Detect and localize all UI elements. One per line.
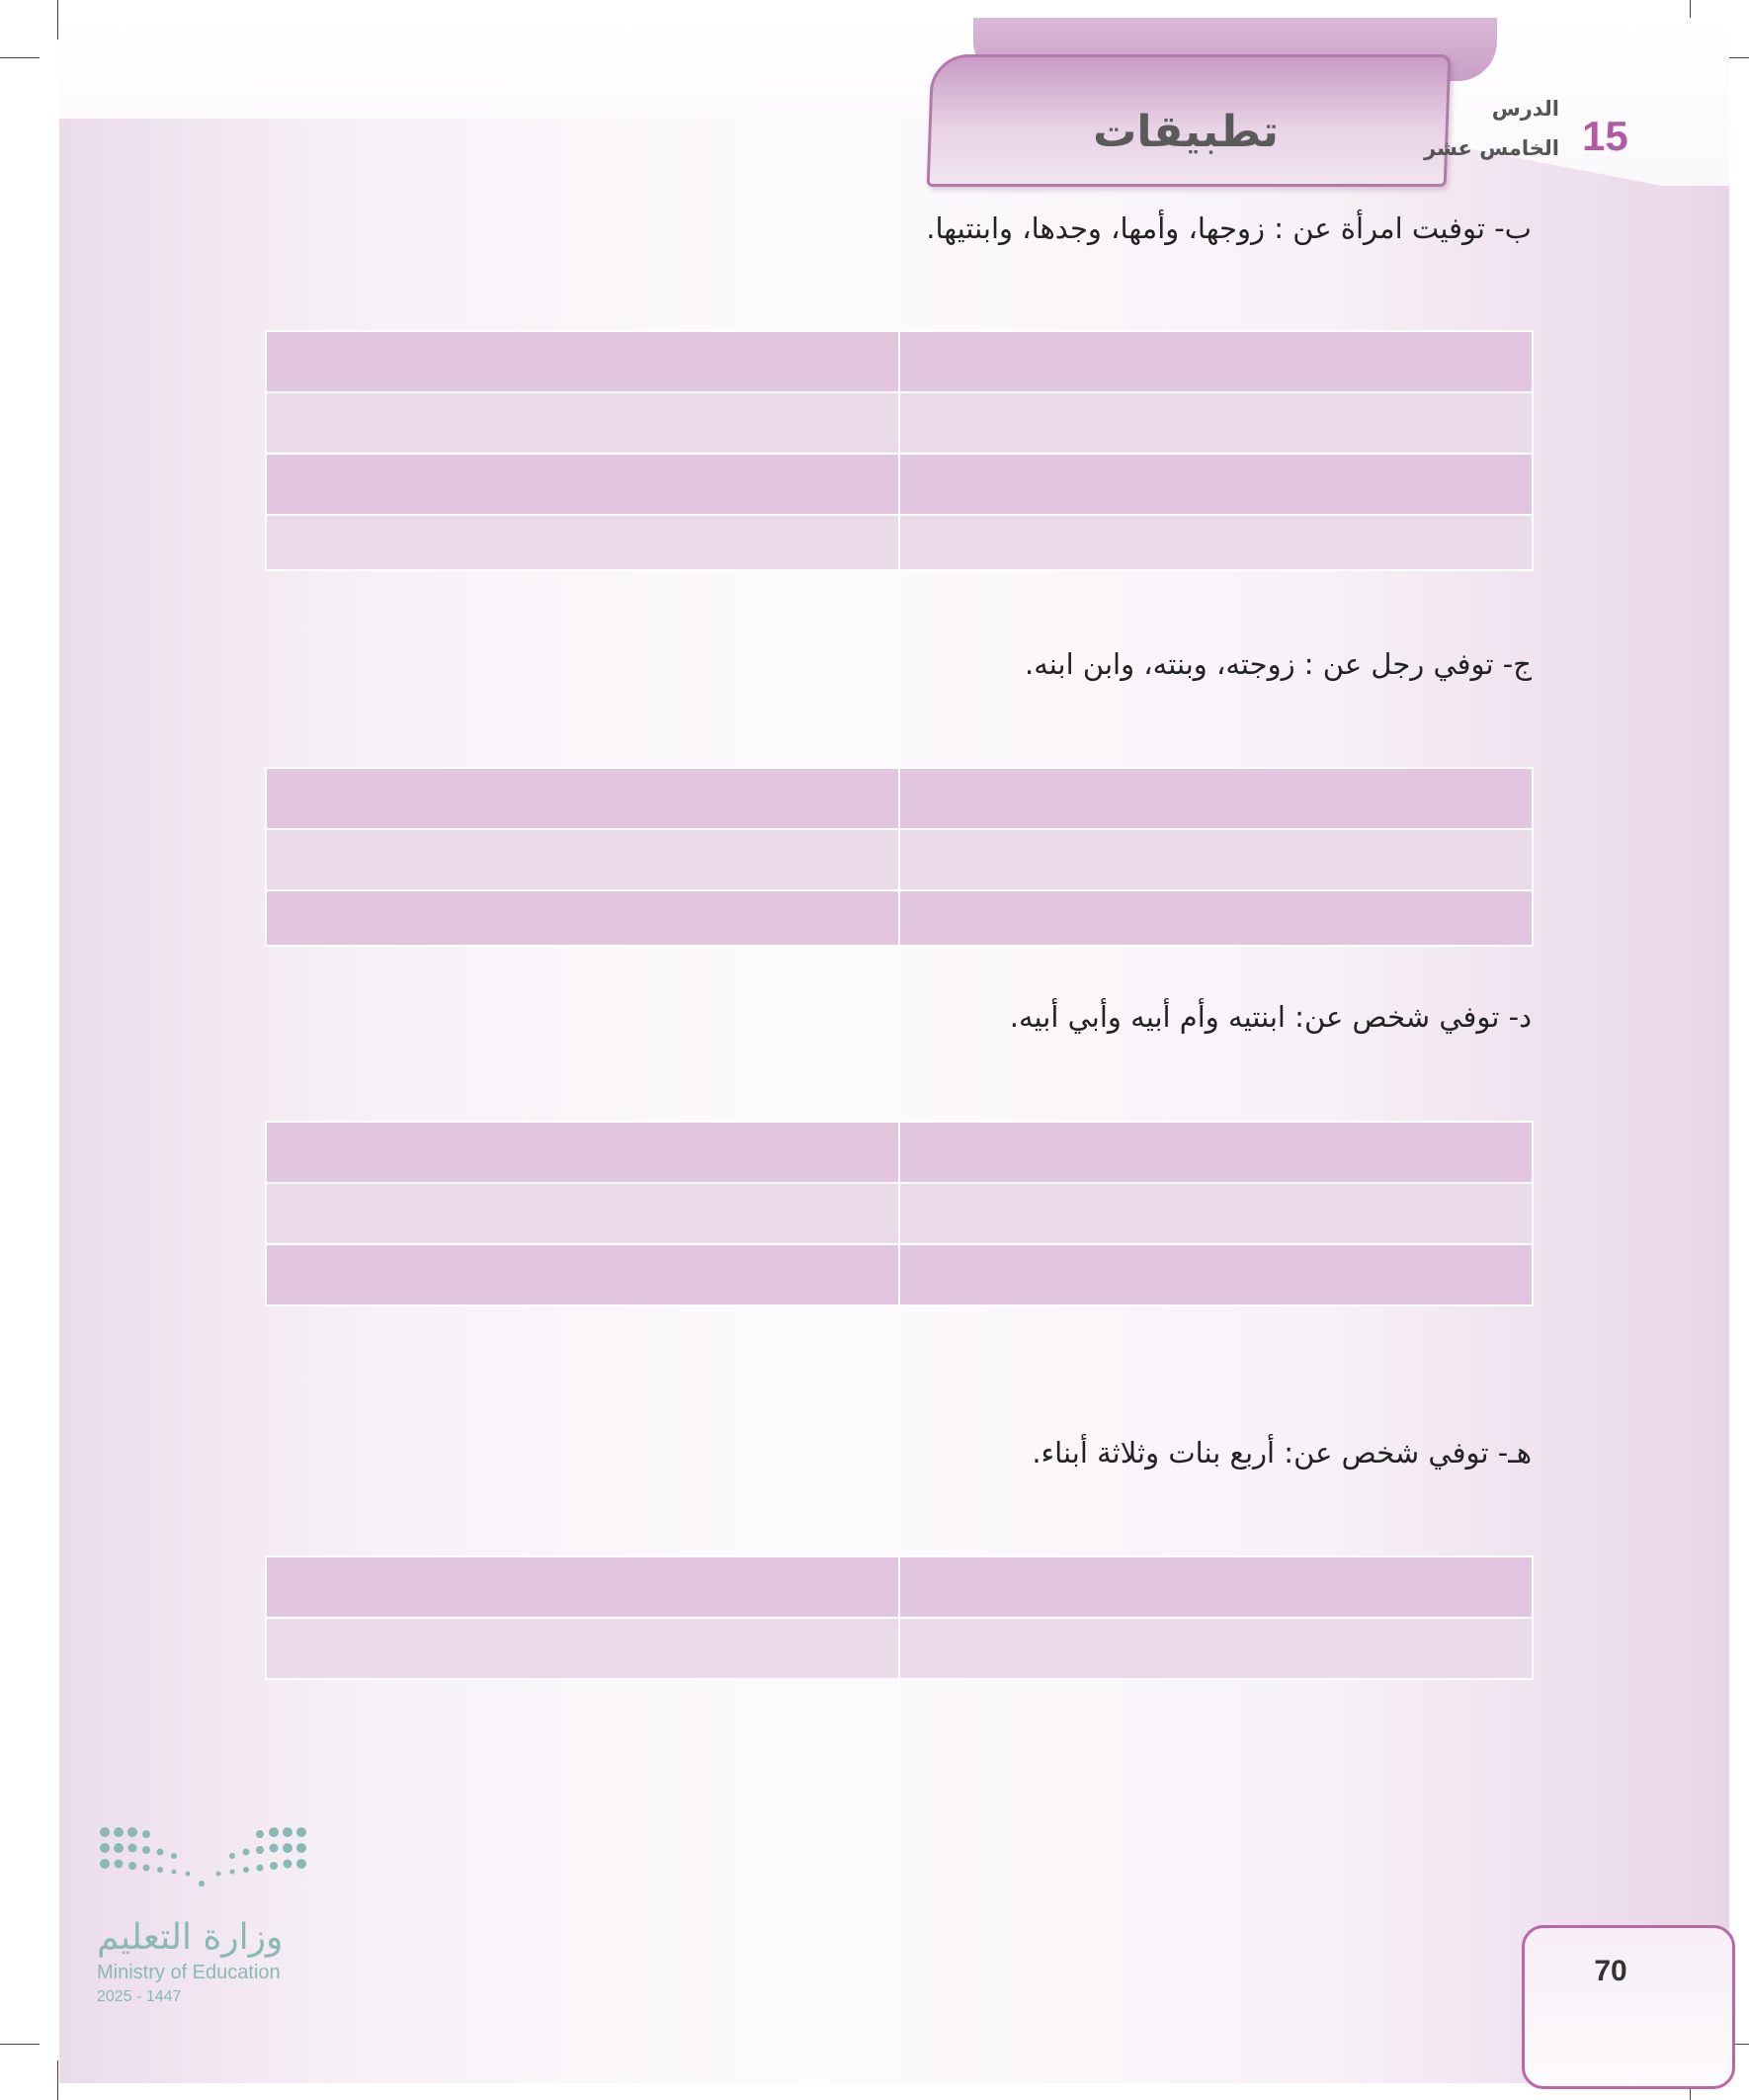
table-row bbox=[266, 515, 1533, 570]
table-cell[interactable] bbox=[899, 768, 1533, 829]
question-e: هـ- توفي شخص عن: أربع بنات وثلاثة أبناء. bbox=[1032, 1436, 1532, 1470]
table-row bbox=[266, 1244, 1533, 1305]
table-cell[interactable] bbox=[266, 1618, 899, 1679]
table-row bbox=[266, 1122, 1533, 1183]
table-cell[interactable] bbox=[266, 1183, 899, 1244]
table-cell[interactable] bbox=[266, 331, 899, 392]
lesson-number: 15 bbox=[1582, 113, 1628, 159]
table-row bbox=[266, 890, 1533, 946]
table-cell[interactable] bbox=[266, 890, 899, 946]
table-row bbox=[266, 331, 1533, 392]
crop-mark bbox=[0, 57, 40, 58]
table-cell[interactable] bbox=[266, 454, 899, 515]
table-row bbox=[266, 392, 1533, 454]
table-cell[interactable] bbox=[266, 1244, 899, 1305]
ministry-name-english: Ministry of Education bbox=[97, 1962, 281, 1983]
table-row bbox=[266, 1618, 1533, 1679]
question-c: ج- توفي رجل عن : زوجته، وبنته، وابن ابنه. bbox=[1025, 647, 1532, 681]
table-cell[interactable] bbox=[899, 1556, 1533, 1618]
table-cell[interactable] bbox=[899, 829, 1533, 890]
ministry-name-arabic: وزارة التعليم bbox=[97, 1917, 284, 1958]
table-row bbox=[266, 1183, 1533, 1244]
table-cell[interactable] bbox=[899, 1618, 1533, 1679]
crop-mark bbox=[0, 2044, 40, 2045]
table-cell[interactable] bbox=[899, 1122, 1533, 1183]
table-cell[interactable] bbox=[266, 392, 899, 454]
table-cell[interactable] bbox=[266, 829, 899, 890]
table-cell[interactable] bbox=[899, 331, 1533, 392]
table-cell[interactable] bbox=[266, 515, 899, 570]
table-cell[interactable] bbox=[266, 1556, 899, 1618]
page-number: 70 bbox=[1594, 1955, 1627, 1987]
page-background bbox=[59, 18, 1729, 2083]
answer-table-b bbox=[265, 330, 1534, 571]
table-cell[interactable] bbox=[899, 515, 1533, 570]
page-number-box bbox=[1522, 1925, 1735, 2089]
table-cell[interactable] bbox=[899, 1183, 1533, 1244]
table-row bbox=[266, 454, 1533, 515]
lesson-label: الدرس bbox=[1491, 97, 1559, 121]
question-b: ب- توفيت امرأة عن : زوجها، وأمها، وجدها، وابنتيها. bbox=[926, 211, 1532, 245]
edition-year: 2025 - 1447 bbox=[97, 1988, 182, 2005]
answer-table-c bbox=[265, 767, 1534, 947]
table-cell[interactable] bbox=[899, 1244, 1533, 1305]
table-cell[interactable] bbox=[266, 1122, 899, 1183]
table-cell[interactable] bbox=[266, 768, 899, 829]
table-row bbox=[266, 1556, 1533, 1618]
crop-mark bbox=[57, 0, 58, 40]
answer-table-e bbox=[265, 1555, 1534, 1680]
table-cell[interactable] bbox=[899, 454, 1533, 515]
ministry-logo-icon bbox=[97, 1824, 309, 1893]
table-row bbox=[266, 768, 1533, 829]
lesson-name: الخامس عشر bbox=[1424, 136, 1559, 160]
table-cell[interactable] bbox=[899, 890, 1533, 946]
page-title: تطبيقات bbox=[1093, 107, 1279, 157]
table-cell[interactable] bbox=[899, 392, 1533, 454]
table-row bbox=[266, 829, 1533, 890]
question-d: د- توفي شخص عن: ابنتيه وأم أبيه وأبي أبيه. bbox=[1009, 1000, 1532, 1034]
crop-mark bbox=[57, 2060, 58, 2100]
answer-table-d bbox=[265, 1121, 1534, 1306]
